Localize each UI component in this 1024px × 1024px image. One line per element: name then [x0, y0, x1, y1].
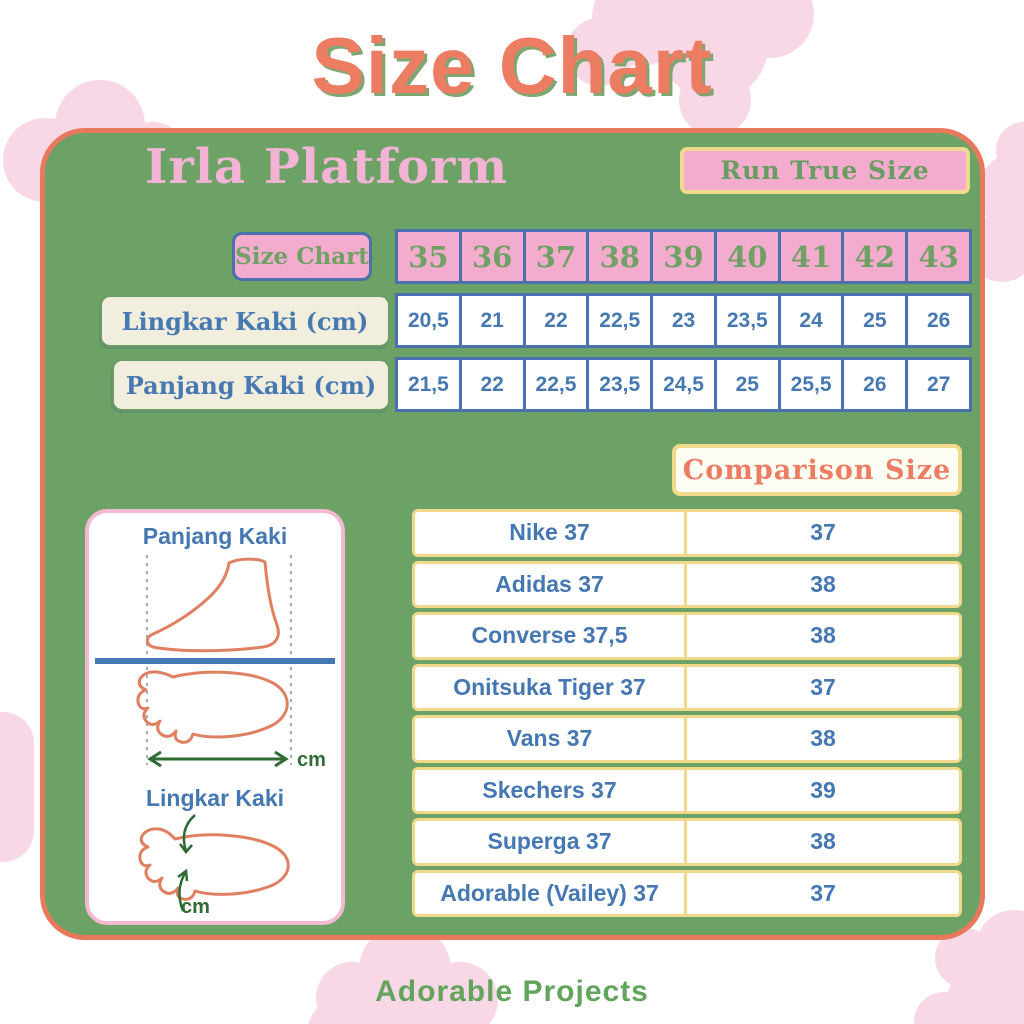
length-value-cell: 22	[459, 357, 526, 412]
comparison-row	[412, 715, 962, 763]
comparison-size-cell: 37	[810, 879, 836, 906]
comparison-brand-cell: Nike 37	[415, 512, 687, 554]
comparison-size-cell: 37	[810, 673, 836, 700]
comparison-row	[412, 870, 962, 918]
comparison-row	[412, 509, 962, 557]
comparison-size-cell: 39	[810, 776, 836, 803]
comparison-row	[412, 561, 962, 609]
size-header-row	[395, 229, 972, 284]
comparison-brand-cell: Onitsuka Tiger 37	[415, 667, 687, 709]
comparison-row	[412, 767, 962, 815]
size-cell: 39	[650, 229, 717, 284]
girth-value-cell: 22	[523, 293, 590, 348]
size-cell: 42	[841, 229, 908, 284]
comparison-brand-cell: Adidas 37	[415, 564, 687, 606]
foot-side-view-icon	[147, 559, 278, 651]
size-cell: 36	[459, 229, 526, 284]
girth-value-cell: 26	[905, 293, 972, 348]
size-cell: 35	[395, 229, 462, 284]
comparison-size-cell: 38	[810, 828, 836, 855]
girth-value-cell: 22,5	[586, 293, 653, 348]
girth-row-label: Lingkar Kaki (cm)	[100, 295, 390, 347]
length-value-cell: 23,5	[586, 357, 653, 412]
comparison-row	[412, 664, 962, 712]
size-cell: 40	[714, 229, 781, 284]
length-values-row	[395, 357, 972, 412]
length-value-cell: 27	[905, 357, 972, 412]
comparison-table	[412, 509, 962, 917]
foot-sole-icon	[138, 672, 287, 742]
girth-value-cell: 24	[778, 293, 845, 348]
length-arrow-icon	[150, 752, 286, 766]
comparison-brand-cell: Converse 37,5	[415, 615, 687, 657]
length-value-cell: 25	[714, 357, 781, 412]
length-row-label: Panjang Kaki (cm)	[112, 359, 390, 411]
comparison-brand-cell: Adorable (Vailey) 37	[415, 873, 687, 915]
girth-unit-label: cm	[181, 896, 210, 917]
size-cell: 38	[586, 229, 653, 284]
girth-value-cell: 23,5	[714, 293, 781, 348]
product-name: Irla Platform	[145, 139, 509, 195]
comparison-brand-cell: Skechers 37	[415, 770, 687, 812]
comparison-size-cell: 38	[810, 622, 836, 649]
girth-value-cell: 25	[841, 293, 908, 348]
length-value-cell: 21,5	[395, 357, 462, 412]
brand-footer: Adorable Projects	[375, 975, 649, 1008]
size-cell: 37	[523, 229, 590, 284]
page-title: Size Chart	[311, 21, 713, 110]
size-table-corner-label: Size Chart	[232, 232, 372, 281]
comparison-row	[412, 612, 962, 660]
girth-value-cell: 23	[650, 293, 717, 348]
foot-girth-icon	[140, 829, 288, 899]
length-value-cell: 24,5	[650, 357, 717, 412]
foot-girth-diagram	[103, 813, 313, 917]
foot-length-diagram	[95, 553, 335, 777]
fit-badge: Run True Size	[680, 147, 970, 194]
size-cell: 43	[905, 229, 972, 284]
comparison-header: Comparison Size	[672, 444, 962, 496]
girth-value-cell: 21	[459, 293, 526, 348]
length-guide-title: Panjang Kaki	[142, 523, 288, 549]
comparison-brand-cell: Vans 37	[415, 718, 687, 760]
measurement-guide	[85, 509, 345, 925]
length-value-cell: 22,5	[523, 357, 590, 412]
comparison-size-cell: 37	[810, 519, 836, 546]
length-value-cell: 25,5	[778, 357, 845, 412]
comparison-row	[412, 818, 962, 866]
length-value-cell: 26	[841, 357, 908, 412]
girth-values-row	[395, 293, 972, 348]
comparison-size-cell: 38	[810, 570, 836, 597]
girth-value-cell: 20,5	[395, 293, 462, 348]
comparison-brand-cell: Superga 37	[415, 821, 687, 863]
length-unit-label: cm	[297, 749, 326, 771]
main-panel	[40, 128, 985, 940]
size-cell: 41	[778, 229, 845, 284]
girth-guide-title: Lingkar Kaki	[145, 785, 285, 811]
comparison-size-cell: 38	[810, 725, 836, 752]
